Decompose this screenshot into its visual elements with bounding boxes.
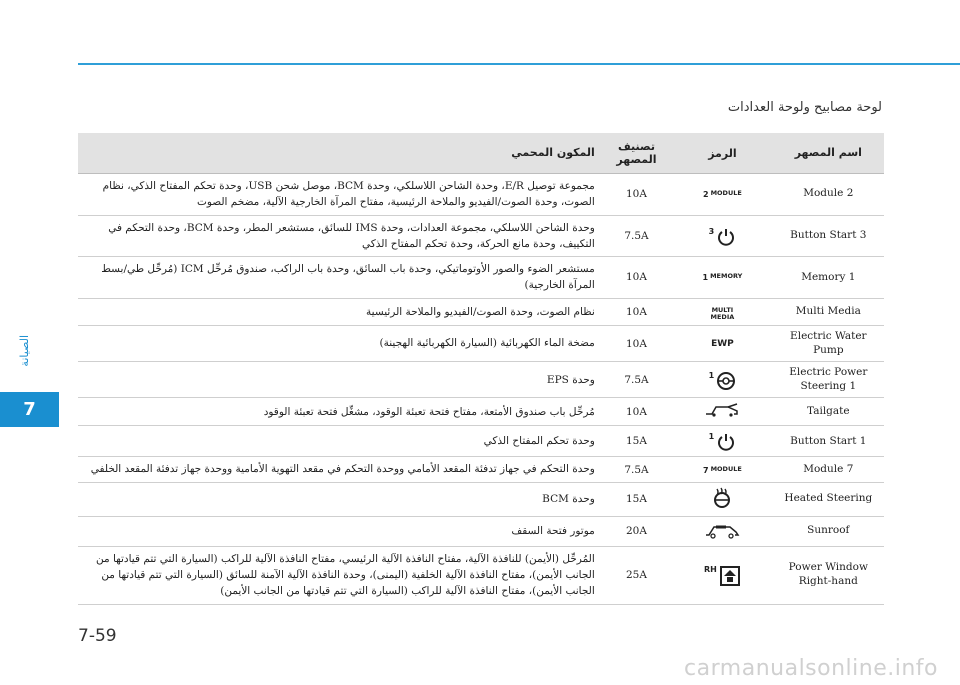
watermark: carmanualsonline.info xyxy=(684,656,938,681)
fuse-rating: 10A xyxy=(601,325,672,361)
fuse-circuit: مستشعر الضوء والصور الأوتوماتيكي، وحدة باب السائق، وحدة باب الراكب، صندوق مُرحِّل ICM (مُرحِّل طي/بسط المرآة الخارجية) xyxy=(78,257,601,299)
fuse-circuit: المُرحِّل (الأيمن) للنافذة الآلية، مفتاح النافذة الآلية الرئيسي، مفتاح النافذة الآلية للراكب (السيارة التي تتم قيادتها من الجانب الأيمن)، مفتاح النافذة الآلية الخلفية (اليمنى)، وحدة النافذة الآلية الآمنة للسائق (السيارة التي تتم قيادتها من الجانب الأيمن)، مفتاح النافذة الآلية للراكب (السيارة التي تتم قيادتها من الجانب الأيمن) xyxy=(78,546,601,604)
fuse-symbol xyxy=(672,257,772,299)
fuse-name: Electric Water Pump xyxy=(773,325,884,361)
fuse-row xyxy=(78,546,884,604)
table-header-row xyxy=(78,133,884,174)
symbol-number: 2 xyxy=(702,190,709,200)
symbol-text: MODULE xyxy=(710,464,742,473)
fuse-symbol xyxy=(672,215,772,257)
fuse-rating: 10A xyxy=(601,257,672,299)
section-title: لوحة مصابيح ولوحة العدادات xyxy=(727,100,882,115)
fuse-circuit: مُرحِّل باب صندوق الأمتعة، مفتاح فتحة تعبئة الوقود، مشغِّل فتحة تعبئة الوقود xyxy=(78,398,601,426)
fuse-rating: 25A xyxy=(601,546,672,604)
fuse-rating: 10A xyxy=(601,398,672,426)
fuse-rating: 20A xyxy=(601,516,672,546)
fuse-row xyxy=(78,398,884,426)
start-button-icon xyxy=(709,227,737,247)
fuse-name: Button Start 1 xyxy=(773,426,884,457)
fuse-row xyxy=(78,426,884,457)
fuse-symbol xyxy=(672,298,772,325)
fuse-symbol xyxy=(672,174,772,216)
fuse-symbol xyxy=(672,362,772,398)
symbol-text: MEMORY xyxy=(710,272,743,281)
symbol-number: 1 xyxy=(708,432,715,442)
fuse-symbol xyxy=(672,546,772,604)
fuse-symbol xyxy=(672,457,772,482)
multimedia-text-icon xyxy=(711,307,735,321)
module-text-icon xyxy=(703,190,742,199)
fuse-row xyxy=(78,457,884,482)
header-name: اسم المصهر xyxy=(773,133,884,174)
fuse-table xyxy=(78,133,884,605)
fuse-rating: 10A xyxy=(601,174,672,216)
symbol-number: 3 xyxy=(708,226,715,236)
fuse-row xyxy=(78,516,884,546)
fuse-rating: 7.5A xyxy=(601,457,672,482)
header-symbol: الرمز xyxy=(672,133,772,174)
fuse-name: Power Window Right-hand xyxy=(773,546,884,604)
fuse-name: Module 7 xyxy=(773,457,884,482)
fuse-row xyxy=(78,215,884,257)
fuse-rating: 15A xyxy=(601,426,672,457)
fuse-name: Tailgate xyxy=(773,398,884,426)
module-text-icon xyxy=(703,466,742,475)
fuse-row xyxy=(78,325,884,361)
fuse-name: Button Start 3 xyxy=(773,215,884,257)
fuse-circuit: وحدة EPS xyxy=(78,362,601,398)
fuse-row xyxy=(78,257,884,299)
chapter-tab[interactable]: 7 xyxy=(0,392,59,427)
fuse-symbol xyxy=(672,426,772,457)
chapter-side-label: الصيانة xyxy=(18,335,31,367)
page-number: 7-59 xyxy=(78,626,117,646)
top-rule xyxy=(78,63,960,65)
heated-steering-icon xyxy=(711,487,733,509)
symbol-number: 1 xyxy=(708,370,715,380)
sunroof-icon xyxy=(704,521,740,539)
start-button-icon xyxy=(709,432,737,452)
fuse-rating: 7.5A xyxy=(601,215,672,257)
ewp-text-icon xyxy=(711,340,734,350)
steering-warning-icon xyxy=(709,371,737,391)
fuse-circuit: موتور فتحة السقف xyxy=(78,516,601,546)
power-window-icon xyxy=(704,565,741,587)
fuse-name: Electric Power Steering 1 xyxy=(773,362,884,398)
fuse-name: Module 2 xyxy=(773,174,884,216)
fuse-row xyxy=(78,174,884,216)
fuse-name: Multi Media xyxy=(773,298,884,325)
fuse-rating: 7.5A xyxy=(601,362,672,398)
fuse-circuit: وحدة تحكم المفتاح الذكي xyxy=(78,426,601,457)
header-circuit: المكون المحمي xyxy=(78,133,601,174)
fuse-row xyxy=(78,362,884,398)
fuse-circuit: وحدة الشاحن اللاسلكي، مجموعة العدادات، وحدة IMS للسائق، مستشعر المطر، وحدة BCM، وحدة التحكم في التكييف، وحدة مانع الحركة، وحدة تحكم المفتاح الذكي xyxy=(78,215,601,257)
tailgate-icon xyxy=(704,402,740,418)
fuse-name: Sunroof xyxy=(773,516,884,546)
fuse-circuit: نظام الصوت، وحدة الصوت/الفيديو والملاحة الرئيسية xyxy=(78,298,601,325)
header-rating: تصنيف المصهر xyxy=(601,133,672,174)
fuse-row xyxy=(78,482,884,516)
fuse-symbol xyxy=(672,482,772,516)
fuse-rating: 15A xyxy=(601,482,672,516)
fuse-rating: 10A xyxy=(601,298,672,325)
fuse-circuit: مجموعة توصيل E/R، وحدة الشاحن اللاسلكي، وحدة BCM، موصل شحن USB، وحدة تحكم المفتاح الذكي، نظام الصوت، وحدة الصوت/الفيديو والملاحة الرئيسية، مفتاح المرآة الخارجية الآلية، مضخم الصوت xyxy=(78,174,601,216)
symbol-number: 1 xyxy=(702,273,709,283)
symbol-text: EWP xyxy=(711,339,734,350)
fuse-symbol xyxy=(672,398,772,426)
fuse-name: Heated Steering xyxy=(773,482,884,516)
symbol-number: RH xyxy=(703,565,717,575)
fuse-name: Memory 1 xyxy=(773,257,884,299)
fuse-circuit: وحدة BCM xyxy=(78,482,601,516)
fuse-circuit: مضخة الماء الكهربائية (السيارة الكهربائية الهجينة) xyxy=(78,325,601,361)
symbol-number: 7 xyxy=(702,465,709,475)
fuse-symbol xyxy=(672,516,772,546)
symbol-text: MULTI MEDIA xyxy=(710,305,735,321)
fuse-circuit: وحدة التحكم في جهاز تدفئة المقعد الأمامي ووحدة التحكم في مقعد التهوية الأمامية ووحدة جهاز تدفئة المقعد الخلفي xyxy=(78,457,601,482)
memory-text-icon xyxy=(702,273,742,282)
fuse-row xyxy=(78,298,884,325)
symbol-text: MODULE xyxy=(710,189,742,198)
fuse-symbol xyxy=(672,325,772,361)
